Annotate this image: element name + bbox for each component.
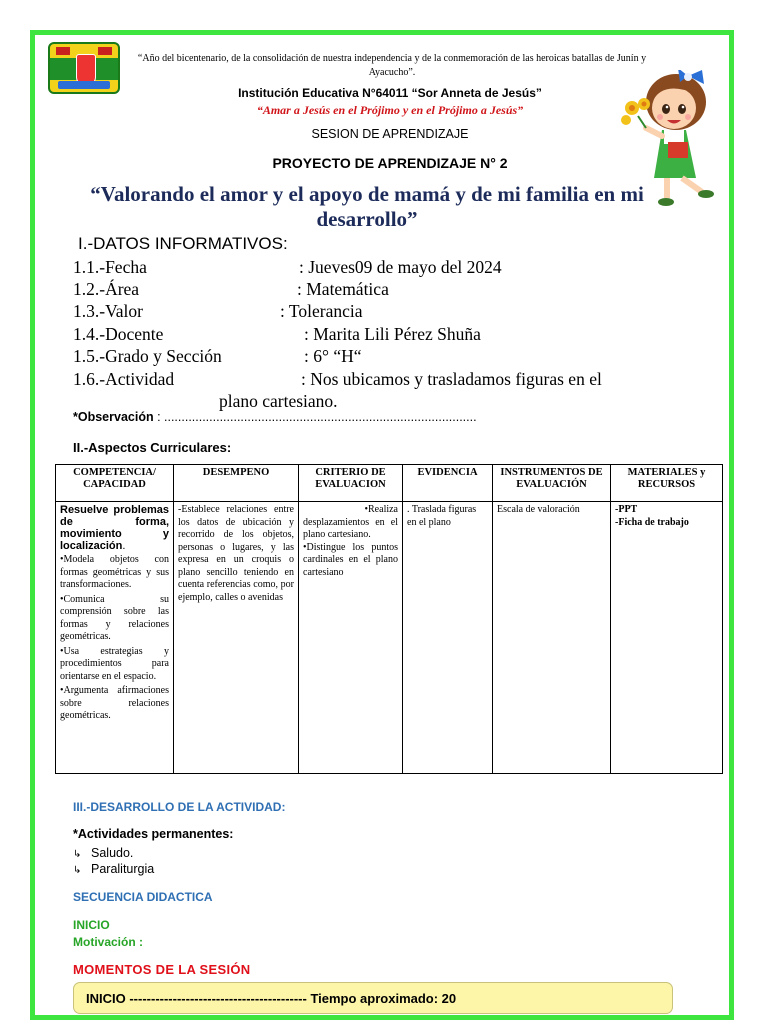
datos-value: : Tolerancia — [280, 301, 363, 321]
list-item — [73, 862, 154, 876]
material-item: -PPT — [615, 504, 638, 515]
col-criterio: CRITERIO DE EVALUACION — [299, 465, 403, 502]
institution-name: Institución Educativa N°64011 “Sor Anneta de Jesús” — [238, 86, 542, 100]
girl-with-flowers-illustration-icon — [618, 70, 723, 210]
inicio-time-bar — [73, 982, 673, 1014]
col-evidencia: EVIDENCIA — [403, 465, 493, 502]
inicio-heading: INICIO — [73, 918, 110, 932]
motivacion-heading: Motivación : — [73, 935, 144, 949]
datos-label: 1.3.-Valor — [73, 301, 143, 321]
col-desempeno: DESEMPENO — [174, 465, 299, 502]
observacion-label: *Observación — [73, 410, 154, 424]
competencia-title-end: . — [122, 540, 126, 552]
datos-value: : Jueves09 de mayo del 2024 — [299, 257, 502, 277]
competencia-title — [60, 504, 169, 552]
list-item — [73, 846, 133, 860]
capacidades-list — [60, 554, 169, 723]
list-item-label: Saludo. — [91, 846, 134, 860]
datos-value: : Marita Lili Pérez Shuña — [304, 324, 481, 344]
criterio-2: •Distingue los puntos cardinales en el plano cartesiano — [303, 541, 398, 578]
datos-label: 1.4.-Docente — [73, 324, 164, 344]
datos-label: 1.1.-Fecha — [73, 257, 147, 277]
cell-desempeno: -Establece relaciones entre los datos de ubicación y recorrido de los objetos, personas o lugares, y las expresa en un croquis o plano sencillo teniendo en cuenta referencias como, por ejemplo, calles o avenidas — [174, 502, 299, 774]
curricular-table — [55, 464, 723, 774]
session-label: SESION DE APRENDIZAJE — [311, 127, 469, 141]
cell-competencia — [56, 502, 174, 774]
datos-heading: I.-DATOS INFORMATIVOS: — [78, 234, 288, 253]
col-materiales: MATERIALES y RECURSOS — [611, 465, 723, 502]
tiempo-aproximado: Tiempo aproximado: 20 — [310, 991, 457, 1006]
datos-label: 1.6.-Actividad — [73, 369, 175, 389]
school-logo-icon — [48, 42, 120, 94]
desarrollo-heading: III.-DESARROLLO DE LA ACTIVIDAD: — [73, 800, 286, 814]
table-row — [56, 502, 723, 774]
inicio-bar-dashes: ----------------------------------------- — [125, 991, 311, 1006]
observacion-value: : .......................................................................................... — [153, 410, 477, 424]
datos-label: 1.2.-Área — [73, 279, 140, 299]
cell-evidencia: . Traslada figuras en el plano — [403, 502, 493, 774]
cell-materiales — [611, 502, 723, 774]
datos-value: : Matemática — [297, 279, 389, 299]
cell-instrumento: Escala de valoración — [493, 502, 611, 774]
momentos-heading: MOMENTOS DE LA SESIÓN — [73, 962, 251, 977]
criterio-1-head: •Realiza — [364, 504, 398, 515]
year-motto: “Año del bicentenario, de la consolidación de nuestra independencia y de la conmemoración de las heroicas batallas de Junín y Ayacucho”. — [137, 53, 647, 78]
aspectos-heading: II.-Aspectos Curriculares: — [73, 440, 232, 455]
col-competencia: COMPETENCIA/ CAPACIDAD — [56, 465, 174, 502]
competencia-title-text: Resuelve problemas de forma, movimiento y localización — [60, 504, 169, 552]
capacidad-item: •Modela objetos con formas geométricas y sus transformaciones. — [60, 554, 169, 590]
capacidad-item: •Argumenta afirmaciones sobre relaciones geométricas. — [60, 685, 169, 721]
bullet-arrow-icon: ↳ — [73, 865, 82, 876]
observacion — [73, 410, 477, 424]
material-item: -Ficha de trabajo — [615, 516, 689, 528]
capacidad-item: •Usa estrategias y procedimientos para orientarse en el espacio. — [60, 645, 169, 682]
permanentes-label: *Actividades permanentes: — [73, 827, 234, 841]
inicio-bar-label: INICIO — [86, 991, 126, 1006]
datos-label: 1.5.-Grado y Sección — [73, 346, 222, 366]
cell-criterio — [299, 502, 403, 774]
criterio-1-body: desplazamientos en el plano cartesiano. — [303, 516, 398, 540]
project-label: PROYECTO DE APRENDIZAJE N° 2 — [272, 155, 508, 171]
col-instrumentos: INSTRUMENTOS DE EVALUACIÓN — [493, 465, 611, 502]
secuencia-heading: SECUENCIA DIDACTICA — [73, 890, 213, 904]
institution-motto: “Amar a Jesús en el Prójimo y en el Prójimo a Jesús” — [256, 103, 524, 117]
bullet-arrow-icon: ↳ — [73, 849, 82, 860]
datos-value: : Nos ubicamos y trasladamos figuras en el — [301, 369, 602, 389]
page-title: “Valorando el amor y el apoyo de mamá y de mi familia en mi desarrollo” — [90, 182, 644, 231]
datos-value: : 6° “H“ — [304, 346, 362, 366]
capacidad-item: •Comunica su comprensión sobre las formas y relaciones geométricas. — [60, 593, 169, 642]
list-item-label: Paraliturgia — [91, 862, 155, 876]
table-header-row — [56, 465, 723, 502]
datos-actividad-cont: plano cartesiano. — [219, 391, 338, 411]
